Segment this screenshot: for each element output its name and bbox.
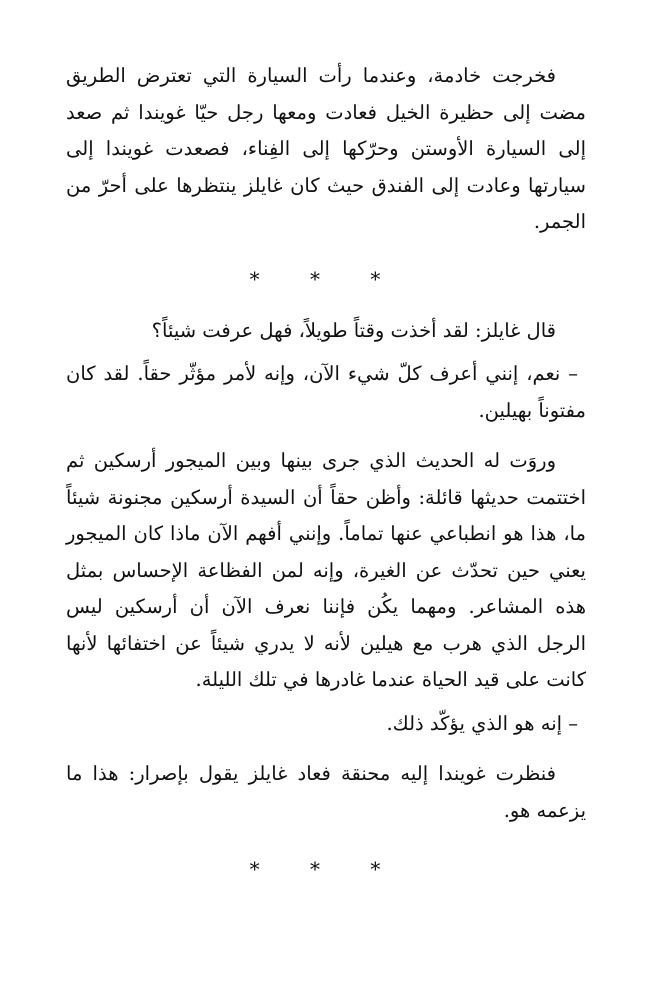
dialogue-line: – نعم، إنني أعرف كلّ شيء الآن، وإنه لأمر مؤثّر حقاً. لقد كان مفتوناً بهيلين. — [66, 362, 586, 422]
paragraph: فخرجت خادمة، وعندما رأت السيارة التي تعترض الطريق مضت إلى حظيرة الخيل فعادت ومعها رجل حيّا غويندا ثم صعد إلى السيارة الأوستن وحرّكها إلى الفِناء، فصعدت غويندا إلى سيارتها وعادت إلى الفندق حيث كان غايلز ينتظرها على أحرّ من الجمر. — [66, 64, 586, 233]
dialogue-line: قال غايلز: لقد أخذت وقتاً طويلاً، فهل عرفت شيئاً؟ — [151, 318, 556, 342]
dialogue-line: – إنه هو الذي يؤكّد ذلك. — [386, 711, 578, 735]
asterisk-separator: * * * — [249, 857, 403, 881]
asterisk-separator: * * * — [249, 266, 403, 291]
section-separator — [66, 851, 586, 887]
book-page — [66, 58, 586, 903]
paragraph: وروَت له الحديث الذي جرى بينها وبين الميجور أرسكين ثم اختتمت حديثها قائلة: وأظن حقاً أن السيدة أرسكين مجنونة شيئاً ما، هذا هو انطباعي عنها تماماً. وإنني أفهم الآن ماذا كان الميجور يعني حين تحدّث عن الغيرة، وإنه لمن الفظاعة الإحساس بمثل هذه المشاعر. ومهما يكُن فإننا نعرف الآن أن أرسكين ليس الرجل الذي هرب مع هيلين لأنه لا يدري شيئاً عن اختفائها لأنها كانت على قيد الحياة عندما غادرها في تلك الليلة. — [66, 449, 586, 691]
section-separator — [66, 261, 586, 297]
paragraph: فنظرت غويندا إليه محنقة فعاد غايلز يقول بإصرار: هذا ما يزعمه هو. — [66, 762, 586, 822]
